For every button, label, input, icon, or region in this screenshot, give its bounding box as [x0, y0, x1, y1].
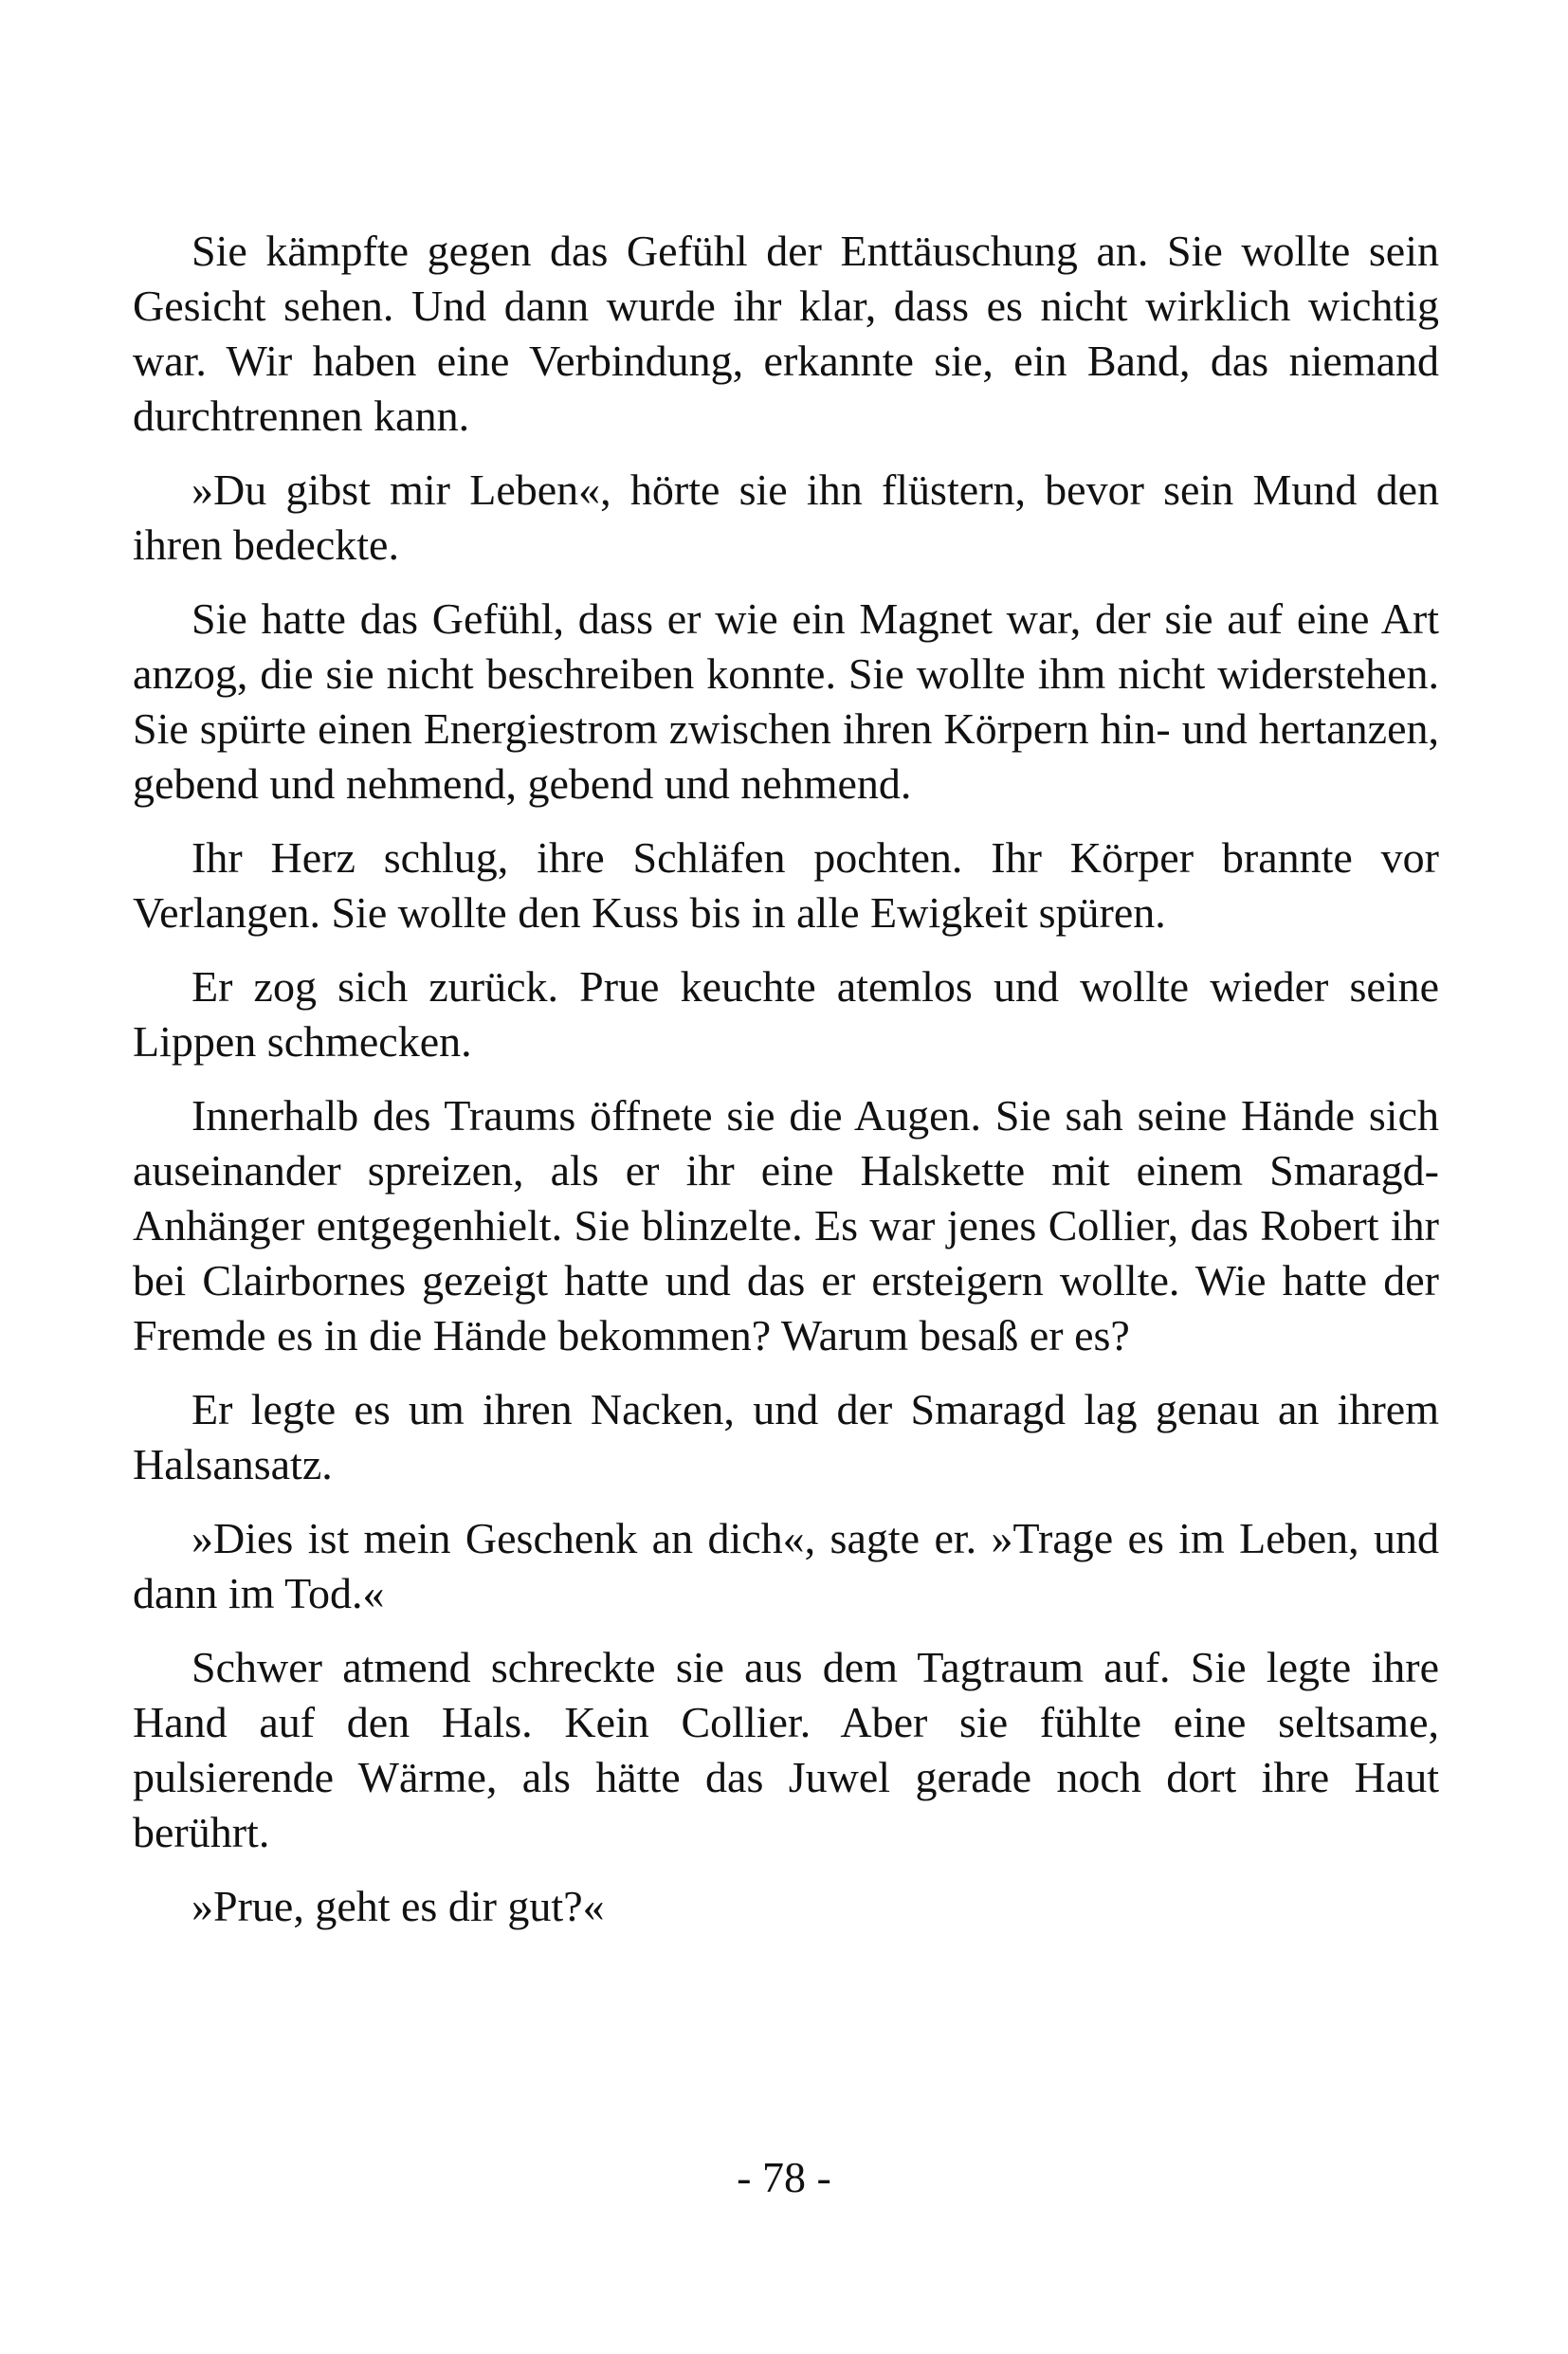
- paragraph-3: Sie hatte das Gefühl, dass er wie ein Magnet war, der sie auf eine Art anzog, die sie nicht beschreiben konnte. Sie wollte ihm nicht widerstehen. Sie spürte einen Energiestrom zwischen ihren Körpern hin- und hertanzen, gebend und nehmend, gebend und nehmend.: [133, 594, 1439, 808]
- paragraph-9: Schwer atmend schreckte sie aus dem Tagtraum auf. Sie legte ihre Hand auf den Hals. Kein Collier. Aber sie fühlte eine seltsame, pulsierende Wärme, als hätte das Juwel gerade noch dort ihre Haut berührt.: [133, 1643, 1439, 1856]
- body-text: [133, 224, 1439, 1953]
- paragraph-7: Er legte es um ihren Nacken, und der Smaragd lag genau an ihrem Halsansatz.: [133, 1385, 1439, 1488]
- paragraph-6: Innerhalb des Traums öffnete sie die Augen. Sie sah seine Hände sich auseinander spreizen, als er ihr eine Halskette mit einem Smaragd-Anhänger entgegenhielt. Sie blinzelte. Es war jenes Collier, das Robert ihr bei Clairbornes gezeigt hatte und das er ersteigern wollte. Wie hatte der Fremde es in die Hände bekommen? Warum besaß er es?: [133, 1091, 1439, 1359]
- paragraph-2: »Du gibst mir Leben«, hörte sie ihn flüstern, bevor sein Mund den ihren bedeckte.: [133, 465, 1439, 569]
- paragraph-8: »Dies ist mein Geschenk an dich«, sagte er. »Trage es im Leben, und dann im Tod.«: [133, 1514, 1439, 1617]
- paragraph-10: »Prue, geht es dir gut?«: [191, 1882, 605, 1930]
- paragraph-4: Ihr Herz schlug, ihre Schläfen pochten. Ihr Körper brannte vor Verlangen. Sie wollte den Kuss bis in alle Ewigkeit spüren.: [133, 833, 1439, 937]
- paragraph-5: Er zog sich zurück. Prue keuchte atemlos und wollte wieder seine Lippen schmecken.: [133, 962, 1439, 1066]
- page-number: - 78 -: [737, 2153, 831, 2201]
- paragraph-1: Sie kämpfte gegen das Gefühl der Enttäuschung an. Sie wollte sein Gesicht sehen. Und dann wurde ihr klar, dass es nicht wirklich wichtig war. Wir haben eine Verbindung, erkannte sie, ein Band, das niemand durchtrennen kann.: [133, 227, 1439, 440]
